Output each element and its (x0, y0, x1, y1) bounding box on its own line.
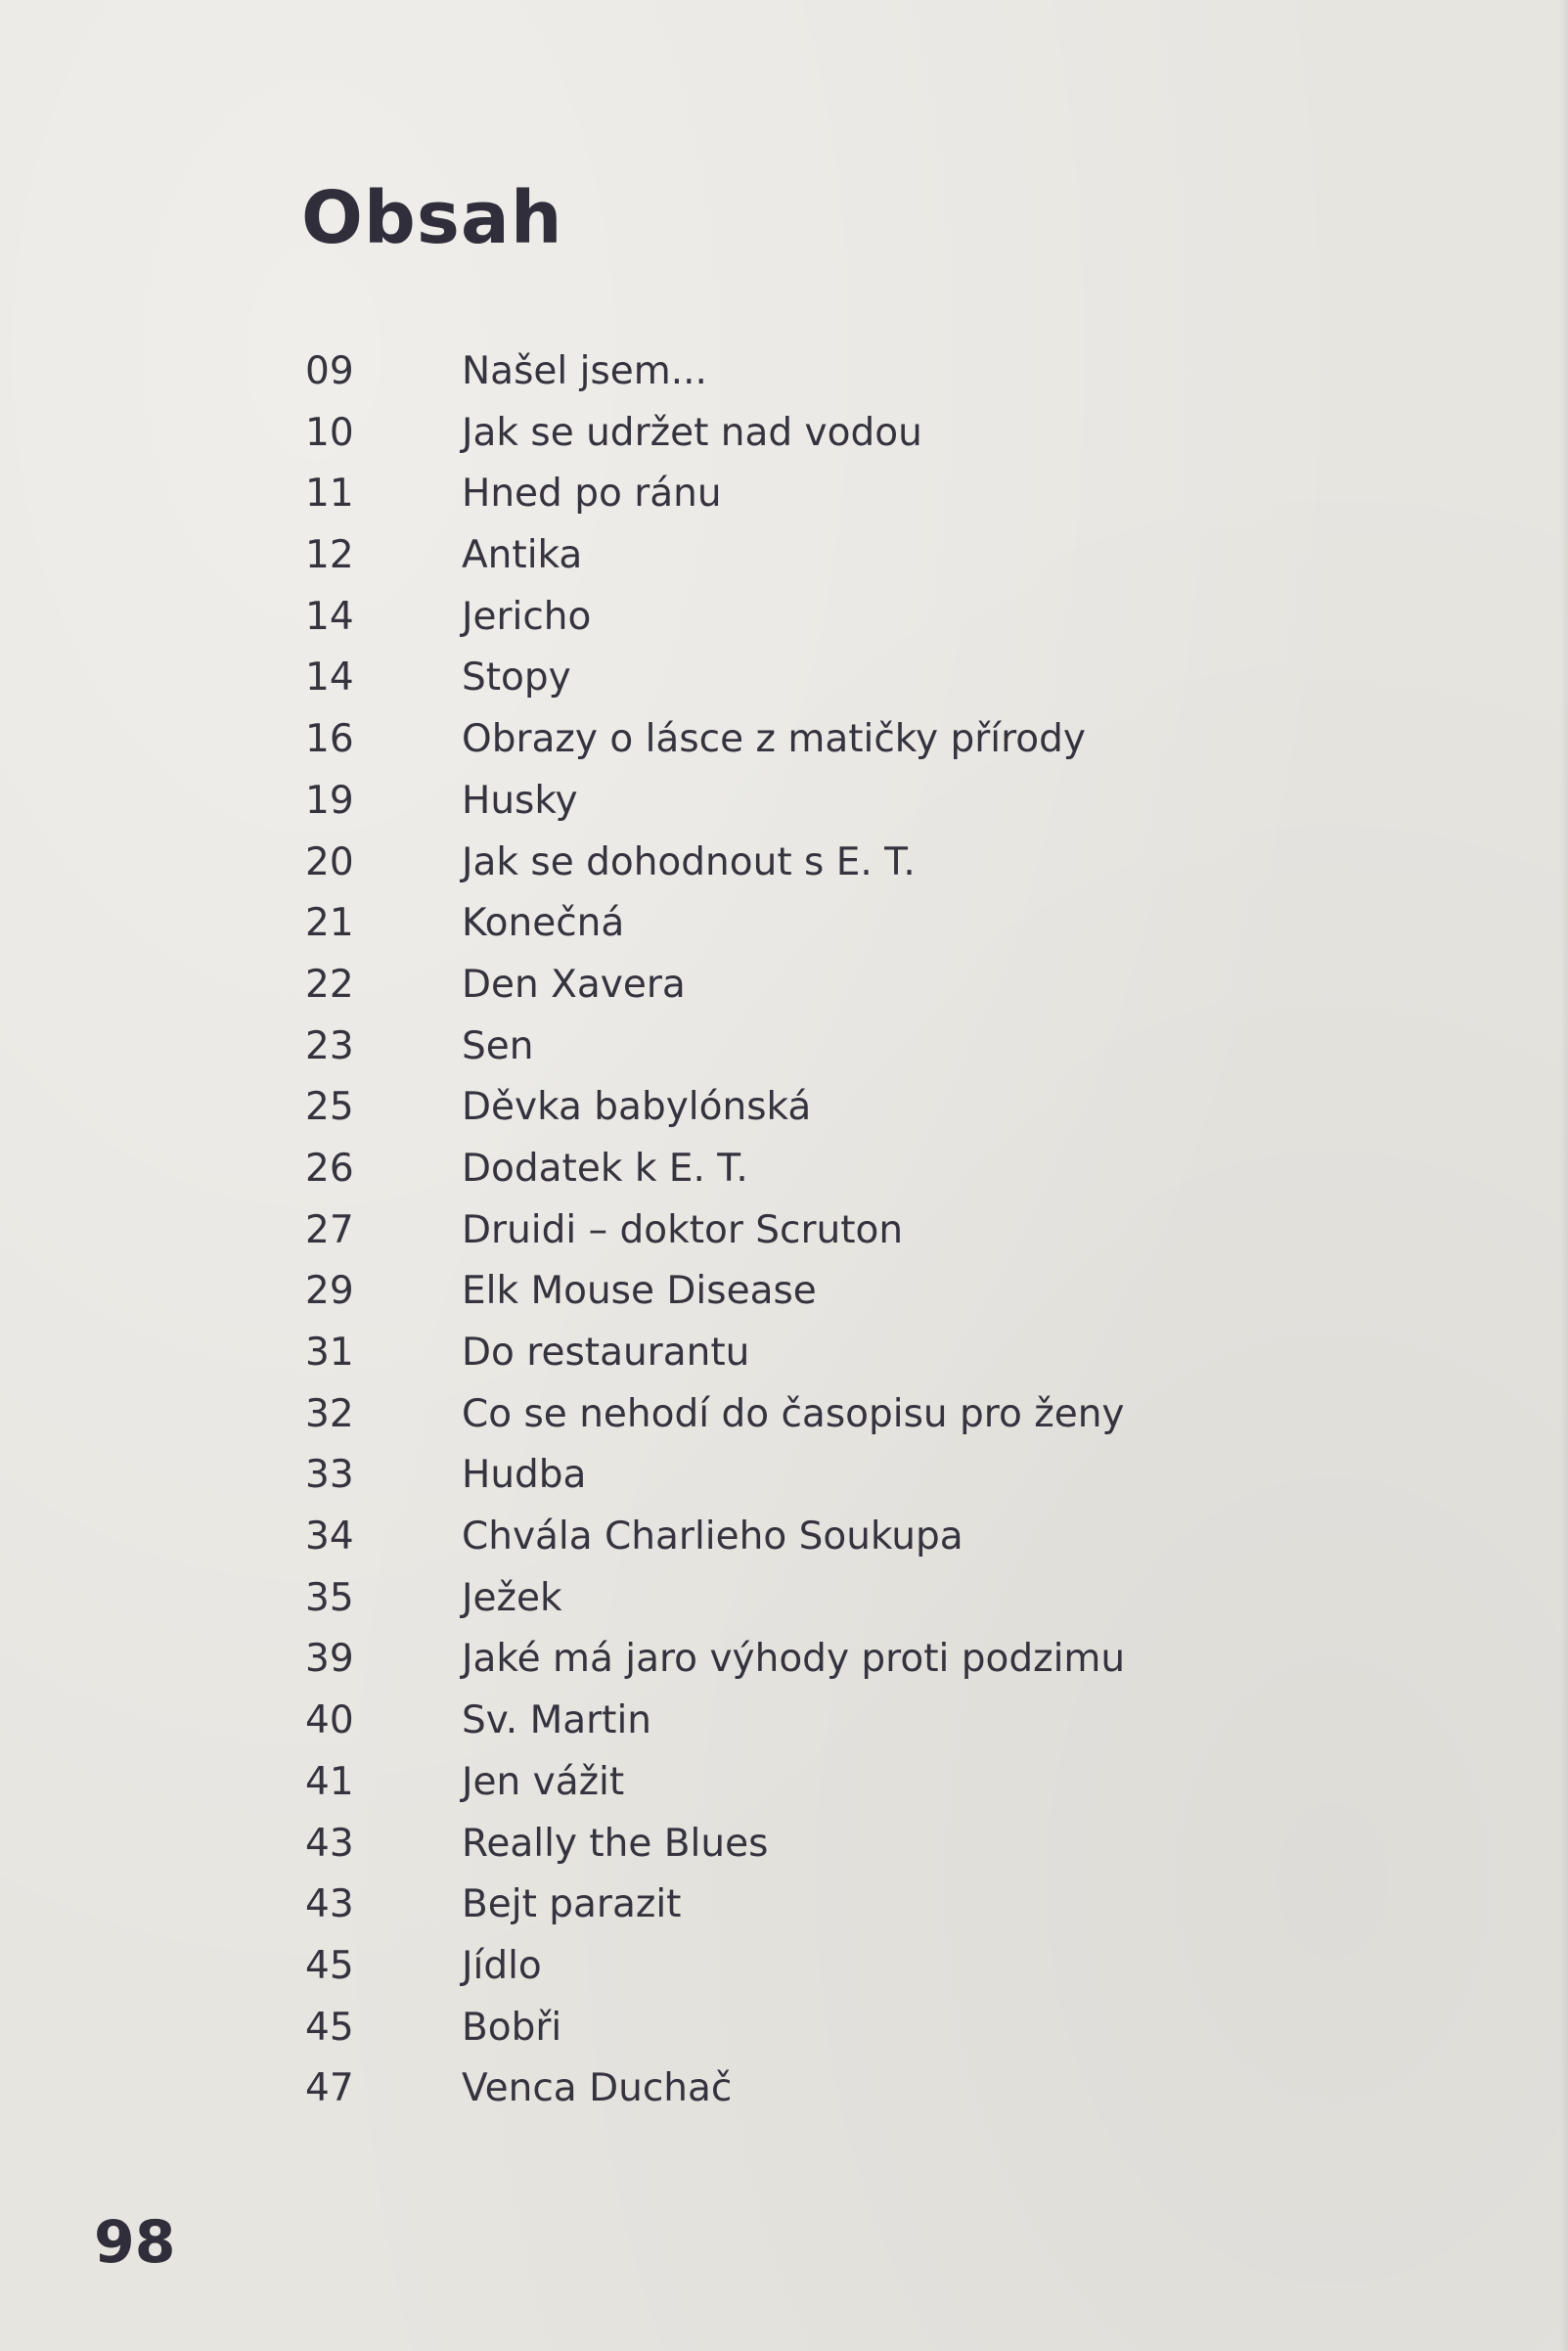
toc-entry-title: Sen (462, 1023, 534, 1068)
toc-entry-title: Hned po ránu (462, 472, 722, 517)
toc-entry-page: 39 (305, 1637, 354, 1682)
toc-entry-page: 27 (305, 1207, 354, 1252)
toc-entry-page: 43 (305, 1882, 354, 1927)
toc-entry-title: Druidi – doktor Scruton (462, 1207, 904, 1252)
toc-entry (293, 1691, 1125, 1752)
toc-entry-title: Antika (462, 533, 583, 578)
toc-entry-title: Really the Blues (462, 1821, 769, 1866)
toc-entry-page: 32 (305, 1391, 354, 1436)
toc-entry-page: 25 (305, 1085, 354, 1130)
toc-entry-title: Jak se dohodnout s E. T. (462, 839, 916, 884)
toc-entry (293, 893, 1125, 955)
toc-entry (293, 709, 1125, 771)
toc-entry-title: Stopy (462, 656, 571, 701)
toc-entry-title: Konečná (462, 901, 625, 946)
table-of-contents (293, 341, 1125, 2120)
toc-entry-title: Chvála Charlieho Soukupa (462, 1515, 963, 1560)
toc-entry (293, 771, 1125, 833)
toc-entry (293, 1077, 1125, 1139)
toc-entry-title: Jak se udržet nad vodou (462, 410, 922, 455)
page-title: Obsah (301, 176, 563, 260)
toc-entry-title: Do restaurantu (462, 1331, 750, 1375)
toc-entry (293, 1323, 1125, 1384)
toc-entry (293, 1200, 1125, 1262)
toc-entry-page: 23 (305, 1023, 354, 1068)
toc-entry-title: Hudba (462, 1453, 587, 1498)
toc-entry-title: Jaké má jaro výhody proti podzimu (462, 1637, 1126, 1682)
toc-entry-title: Husky (462, 778, 578, 823)
toc-entry-page: 43 (305, 1821, 354, 1866)
toc-entry (293, 1568, 1125, 1630)
toc-entry (293, 403, 1125, 465)
toc-entry-page: 10 (305, 410, 354, 455)
toc-entry-title: Sv. Martin (462, 1698, 652, 1743)
toc-entry (293, 1936, 1125, 1998)
toc-entry-page: 11 (305, 472, 354, 517)
toc-entry (293, 464, 1125, 525)
toc-entry (293, 2058, 1125, 2120)
toc-entry-page: 09 (305, 349, 354, 393)
toc-entry-page: 40 (305, 1698, 354, 1743)
toc-entry (293, 1017, 1125, 1078)
toc-entry-title: Elk Mouse Disease (462, 1269, 817, 1314)
toc-entry (293, 1261, 1125, 1323)
toc-entry-page: 41 (305, 1759, 354, 1804)
toc-entry (293, 1998, 1125, 2059)
toc-entry-page: 26 (305, 1146, 354, 1191)
toc-entry-page: 45 (305, 1943, 354, 1988)
toc-entry-title: Děvka babylónská (462, 1085, 812, 1130)
toc-entry-title: Obrazy o lásce z matičky přírody (462, 717, 1086, 762)
toc-entry-page: 19 (305, 778, 354, 823)
toc-entry (293, 1445, 1125, 1507)
toc-entry-page: 34 (305, 1515, 354, 1560)
toc-entry-title: Jídlo (462, 1943, 542, 1988)
toc-entry (293, 1752, 1125, 1814)
toc-entry (293, 525, 1125, 587)
toc-entry-title: Dodatek k E. T. (462, 1146, 748, 1191)
toc-entry-page: 45 (305, 2005, 354, 2050)
toc-entry (293, 1629, 1125, 1691)
toc-entry-title: Jericho (462, 594, 592, 639)
toc-entry-title: Co se nehodí do časopisu pro ženy (462, 1391, 1125, 1436)
toc-entry-page: 14 (305, 594, 354, 639)
toc-entry-title: Našel jsem... (462, 349, 707, 393)
toc-entry (293, 587, 1125, 649)
toc-entry-page: 33 (305, 1453, 354, 1498)
toc-entry (293, 1814, 1125, 1876)
toc-entry (293, 1875, 1125, 1936)
toc-entry-page: 21 (305, 901, 354, 946)
toc-entry (293, 1507, 1125, 1568)
toc-entry-title: Den Xavera (462, 962, 686, 1007)
toc-entry-page: 20 (305, 839, 354, 884)
toc-entry-page: 47 (305, 2066, 354, 2111)
toc-entry-title: Ježek (462, 1575, 562, 1620)
toc-entry-page: 35 (305, 1575, 354, 1620)
toc-entry-page: 22 (305, 962, 354, 1007)
toc-entry-title: Jen vážit (462, 1759, 625, 1804)
toc-entry-page: 16 (305, 717, 354, 762)
toc-entry (293, 955, 1125, 1017)
toc-entry (293, 1139, 1125, 1200)
page-number: 98 (94, 2208, 176, 2277)
toc-entry (293, 341, 1125, 403)
toc-entry-page: 12 (305, 533, 354, 578)
toc-entry-page: 29 (305, 1269, 354, 1314)
toc-entry-page: 14 (305, 656, 354, 701)
toc-entry-title: Bejt parazit (462, 1882, 682, 1927)
toc-entry-title: Bobři (462, 2005, 562, 2050)
page-edge-shadow (1560, 0, 1568, 2351)
toc-entry (293, 1384, 1125, 1446)
toc-entry (293, 833, 1125, 894)
toc-entry-page: 31 (305, 1331, 354, 1375)
toc-entry-title: Venca Duchač (462, 2066, 733, 2111)
toc-entry (293, 648, 1125, 709)
